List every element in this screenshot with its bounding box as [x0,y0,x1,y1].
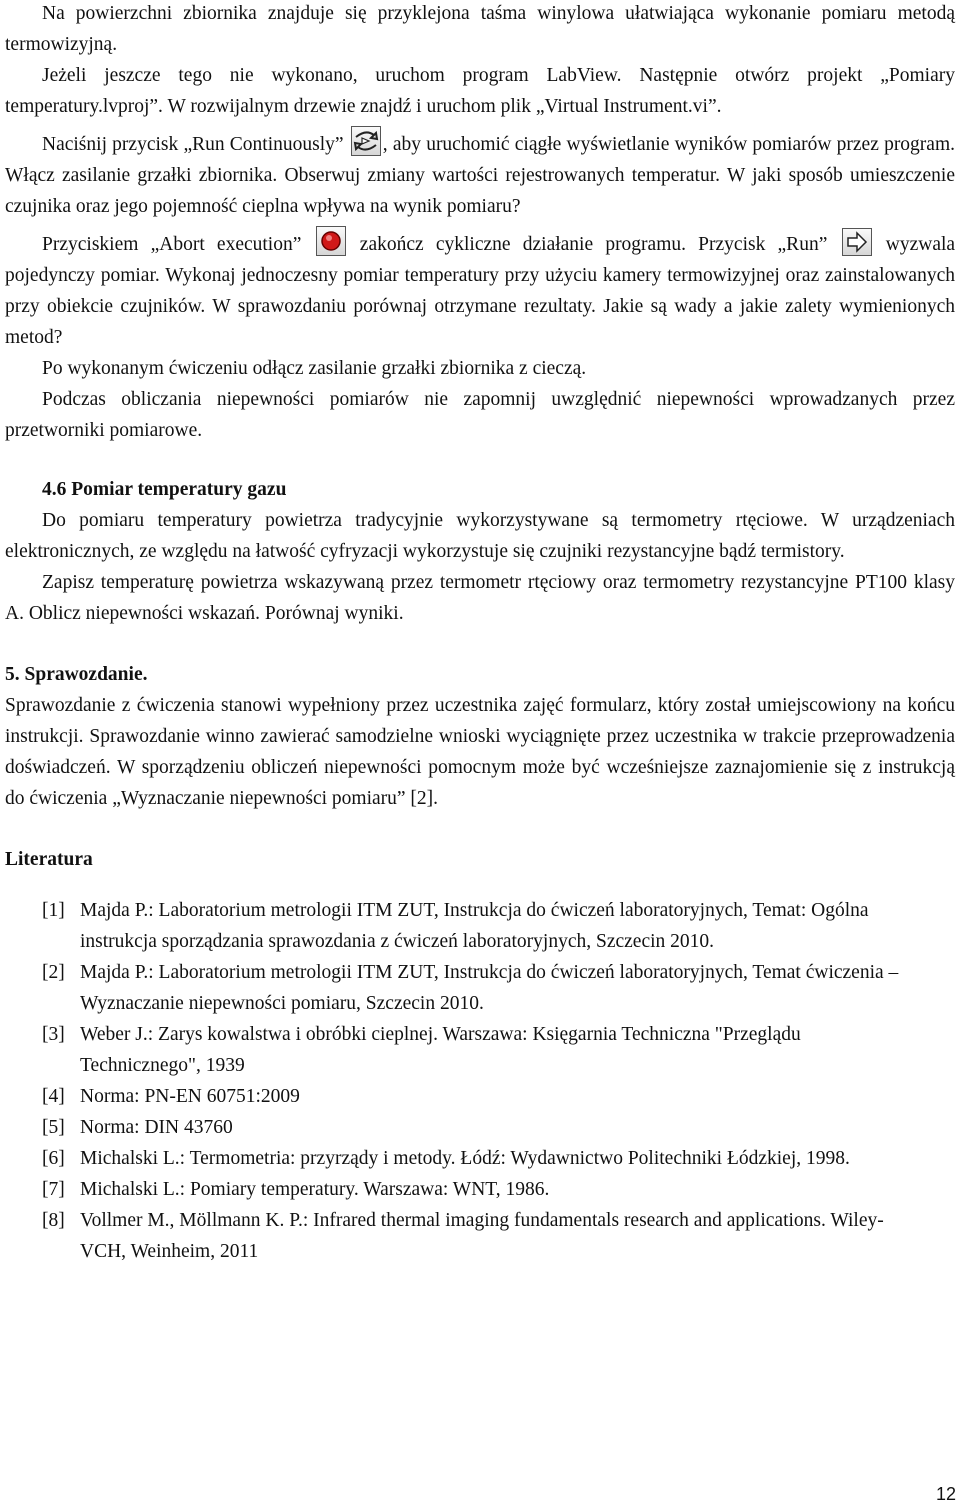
paragraph-labview: Jeżeli jeszcze tego nie wykonano, uruchom program LabView. Następnie otwórz projekt „Pomiary temperatury.lvproj”. W rozwijalnym drzewie znajdź i uruchom plik „Virtual Instrument.vi”. [5,65,955,117]
paragraph-disconnect: Po wykonanym ćwiczeniu odłącz zasilanie grzałki zbiornika z cieczą. [42,358,587,379]
paragraph-uncertainty: Podczas obliczania niepewności pomiarów nie zapomnij uwzględnić niepewności wprowadzanych przez przetworniki pomiarowe. [5,389,955,441]
reference-text: Michalski L.: Termometria: przyrządy i metody. Łódź: Wydawnictwo Politechniki Łódzkiej, 1998. [80,1148,850,1169]
section-5-paragraph: Sprawozdanie z ćwiczenia stanowi wypełniony przez uczestnika zajęć formularz, który został umiejscowiony na końcu instrukcji. Sprawozdanie winno zawierać samodzielne wnioski wyciągnięte przez uczestnika w trakcie przeprowadzenia doświadczeń. W sporządzeniu obliczeń niepewności pomocnym może być wcześniejsze zaznajomienie się z instrukcją do ćwiczenia „Wyznaczanie niepewności pomiaru” [2]. [5,695,955,809]
page-number: 12 [935,1484,956,1504]
reference-item [5,1143,955,1174]
reference-item [5,957,955,1019]
reference-item [5,1112,955,1143]
reference-text: Norma: PN-EN 60751:2009 [80,1086,300,1107]
abort-desc: zakończ cykliczne działanie programu. Przycisk „Run” [359,234,828,255]
run-continuously-icon [351,126,381,156]
reference-number: [8] [42,1210,65,1231]
run-continuously-desc: , aby uruchomić ciągłe wyświetlanie wyników pomiarów przez program. Włącz zasilanie grzałki zbiornika. Obserwuj zmiany wartości rejestrowanych temperatur. W jaki sposób umieszczenie czujnika oraz jego pojemność cieplna wpływa na wynik pomiaru? [5,134,956,217]
abort-icon [316,226,346,256]
run-desc: wyzwala pojedynczy pomiar. Wykonaj jednoczesny pomiar temperatury przy użyciu kamery termowizyjnej oraz zainstalowanych przy obiekcie czujników. W sprawozdaniu porównaj otrzymane rezultaty. Jakie są wady a jakie zalety wymienionych metod? [5,234,956,348]
paragraph-tape: Na powierzchni zbiornika znajduje się przyklejona taśma winylowa ułatwiająca wykonanie pomiaru metodą termowizyjną. [5,3,955,55]
literature-title: Literatura [5,849,93,870]
paragraph-run-continuously [5,126,955,222]
reference-item [5,1019,955,1081]
reference-number: [6] [42,1148,65,1169]
reference-number: [4] [42,1086,65,1107]
section-5-title: 5. Sprawozdanie. [5,664,148,685]
section-4-6-paragraph-1: Do pomiaru temperatury powietrza tradycyjnie wykorzystywane są termometry rtęciowe. W urządzeniach elektronicznych, ze względu na łatwość cyfryzacji wykorzystuje się czujniki rezystancyjne bądź termistory. [5,510,955,562]
paragraph-abort [5,226,955,353]
reference-item [5,895,955,957]
reference-item [5,1081,955,1112]
reference-number: [5] [42,1117,65,1138]
reference-text: Majda P.: Laboratorium metrologii ITM ZUT, Instrukcja do ćwiczeń laboratoryjnych, Temat: Ogólna instrukcja sporządzania sprawozdania z ćwiczeń laboratoryjnych, Szczecin 2010. [80,900,869,952]
document-page [5,0,955,1267]
run-continuously-text: Naciśnij przycisk „Run Continuously” [42,134,344,155]
section-4-6-title: 4.6 Pomiar temperatury gazu [42,479,287,500]
reference-number: [7] [42,1179,65,1200]
reference-number: [1] [42,900,65,921]
reference-number: [3] [42,1024,65,1045]
reference-text: Michalski L.: Pomiary temperatury. Warszawa: WNT, 1986. [80,1179,550,1200]
reference-item [5,1174,955,1205]
abort-text: Przyciskiem „Abort execution” [42,234,302,255]
reference-number: [2] [42,962,65,983]
reference-text: Vollmer M., Möllmann K. P.: Infrared thermal imaging fundamentals research and applications. Wiley-VCH, Weinheim, 2011 [80,1210,884,1262]
section-4-6-paragraph-2: Zapisz temperaturę powietrza wskazywaną przez termometr rtęciowy oraz termometry rezystancyjne PT100 klasy A. Oblicz niepewności wskazań. Porównaj wyniki. [5,572,955,624]
reference-item [5,1205,955,1267]
references-list [5,895,955,1267]
reference-text: Weber J.: Zarys kowalstwa i obróbki cieplnej. Warszawa: Księgarnia Techniczna "Przeglądu Technicznego", 1939 [80,1024,801,1076]
reference-text: Norma: DIN 43760 [80,1117,233,1138]
reference-text: Majda P.: Laboratorium metrologii ITM ZUT, Instrukcja do ćwiczeń laboratoryjnych, Temat ćwiczenia – Wyznaczanie niepewności pomiaru, Szczecin 2010. [80,962,899,1014]
run-arrow-icon [842,228,872,256]
